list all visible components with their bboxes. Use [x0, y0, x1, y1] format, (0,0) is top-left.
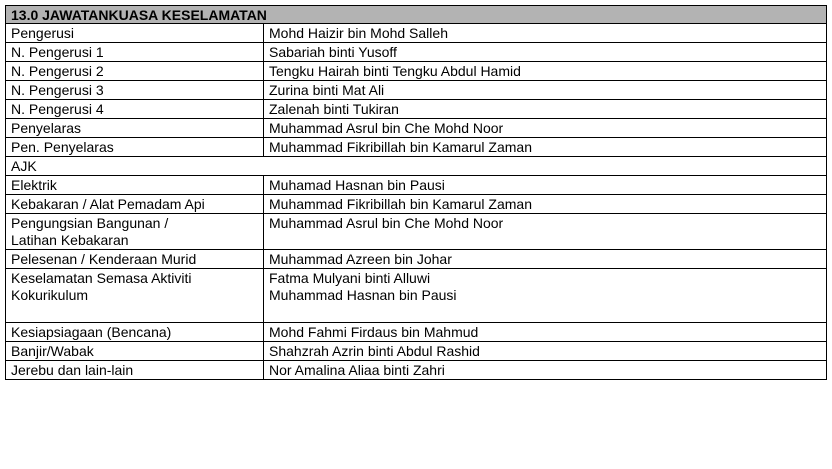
- role-cell: Penyelaras: [6, 119, 264, 138]
- role-cell: N. Pengerusi 4: [6, 100, 264, 119]
- name-cell: [264, 269, 827, 323]
- table-row: [6, 176, 827, 195]
- role-cell: Jerebu dan lain-lain: [6, 361, 264, 380]
- role-cell: Pengerusi: [6, 24, 264, 43]
- role-cell: Pen. Penyelaras: [6, 138, 264, 157]
- role-cell: Banjir/Wabak: [6, 342, 264, 361]
- role-cell: N. Pengerusi 3: [6, 81, 264, 100]
- name-cell: Tengku Hairah binti Tengku Abdul Hamid: [264, 62, 827, 81]
- name-cell: Muhammad Fikribillah bin Kamarul Zaman: [264, 195, 827, 214]
- table-row: [6, 342, 827, 361]
- role-line: Keselamatan Semasa Aktiviti: [11, 270, 192, 286]
- table-row: [6, 119, 827, 138]
- name-cell: Zalenah binti Tukiran: [264, 100, 827, 119]
- name-cell: Muhammad Fikribillah bin Kamarul Zaman: [264, 138, 827, 157]
- role-cell: Pelesenan / Kenderaan Murid: [6, 250, 264, 269]
- role-line: Pengungsian Bangunan /: [11, 215, 169, 231]
- name-cell: Muhamad Hasnan bin Pausi: [264, 176, 827, 195]
- role-cell: Kesiapsiagaan (Bencana): [6, 323, 264, 342]
- name-line: Muhammad Asrul bin Che Mohd Noor: [269, 215, 504, 231]
- role-cell: N. Pengerusi 2: [6, 62, 264, 81]
- table-row: [6, 138, 827, 157]
- role-line: Kokurikulum: [11, 287, 89, 303]
- name-cell: Shahzrah Azrin binti Abdul Rashid: [264, 342, 827, 361]
- name-cell: Muhammad Azreen bin Johar: [264, 250, 827, 269]
- role-cell: N. Pengerusi 1: [6, 43, 264, 62]
- name-line: Fatma Mulyani binti Alluwi: [269, 270, 431, 286]
- name-cell: Nor Amalina Aliaa binti Zahri: [264, 361, 827, 380]
- table-row: [6, 195, 827, 214]
- table-row: [6, 269, 827, 323]
- name-cell: Sabariah binti Yusoff: [264, 43, 827, 62]
- name-line: Muhammad Hasnan bin Pausi: [269, 287, 457, 303]
- name-cell: [264, 214, 827, 250]
- table-row: [6, 250, 827, 269]
- table-row: [6, 361, 827, 380]
- role-cell: [6, 214, 264, 250]
- table-row: [6, 62, 827, 81]
- table-row: [6, 214, 827, 250]
- role-cell: [6, 269, 264, 323]
- table-row: [6, 323, 827, 342]
- committee-table: [5, 5, 827, 380]
- section-title: 13.0 JAWATANKUASA KESELAMATAN: [6, 6, 827, 24]
- name-cell: Zurina binti Mat Ali: [264, 81, 827, 100]
- table-row: [6, 24, 827, 43]
- name-cell: Mohd Fahmi Firdaus bin Mahmud: [264, 323, 827, 342]
- role-cell: Kebakaran / Alat Pemadam Api: [6, 195, 264, 214]
- name-cell: Mohd Haizir bin Mohd Salleh: [264, 24, 827, 43]
- name-cell: Muhammad Asrul bin Che Mohd Noor: [264, 119, 827, 138]
- table-row: [6, 43, 827, 62]
- role-line: Latihan Kebakaran: [11, 232, 129, 248]
- ajk-label: AJK: [6, 157, 827, 176]
- table-row: [6, 100, 827, 119]
- table-header-row: [6, 6, 827, 24]
- role-cell: Elektrik: [6, 176, 264, 195]
- ajk-header-row: [6, 157, 827, 176]
- table-row: [6, 81, 827, 100]
